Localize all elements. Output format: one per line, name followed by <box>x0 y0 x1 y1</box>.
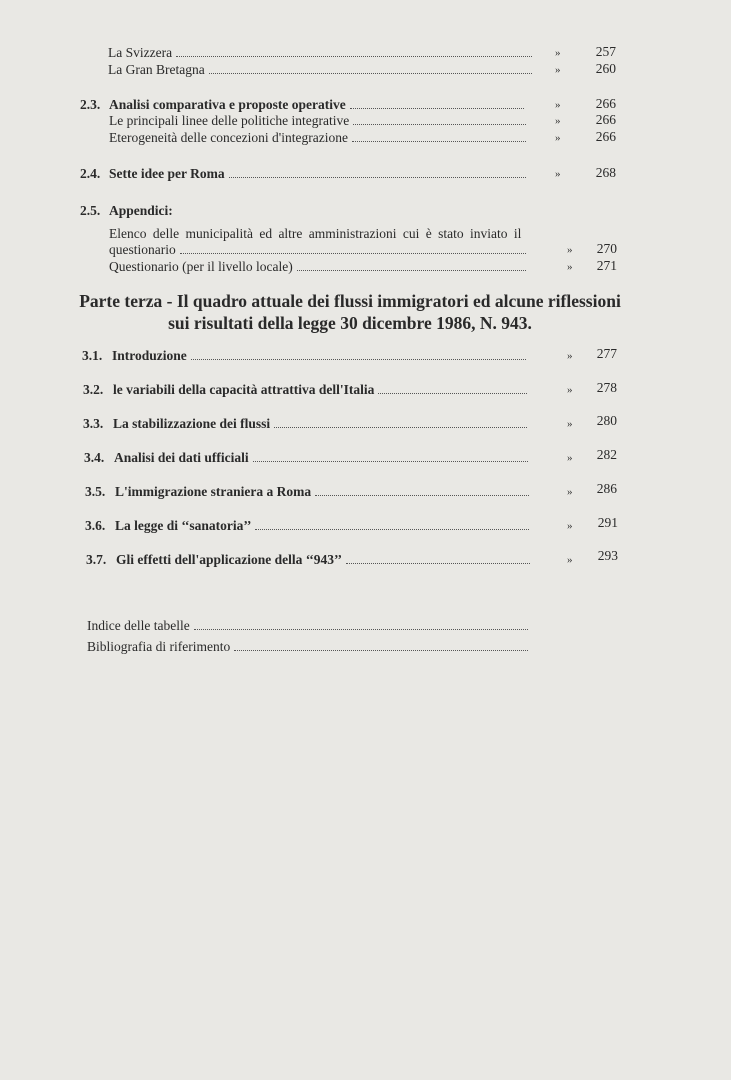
page-mark: » <box>567 452 573 464</box>
page-number: 266 <box>595 112 616 127</box>
page-number: 257 <box>595 44 616 59</box>
page-number: 277 <box>596 346 617 361</box>
section-number: 2.4. <box>80 166 101 181</box>
page-number: 291 <box>597 515 618 530</box>
page-number: 271 <box>596 258 617 273</box>
page-mark: » <box>555 64 561 76</box>
leader-dots <box>229 177 526 178</box>
page-mark: » <box>567 520 573 532</box>
leader-dots <box>253 461 528 462</box>
section-number: 3.6. <box>85 518 106 533</box>
toc-entry <box>109 112 532 129</box>
page-number: 266 <box>595 96 616 111</box>
toc-section <box>85 517 535 534</box>
entry-label: questionario <box>109 242 176 257</box>
toc-section <box>85 483 535 500</box>
leader-dots <box>209 73 532 74</box>
leader-dots <box>297 270 526 271</box>
toc-entry <box>108 44 538 61</box>
leader-dots <box>234 650 528 651</box>
page-number: 268 <box>595 165 616 180</box>
toc-section <box>80 165 532 182</box>
entry-label: La Gran Bretagna <box>108 62 205 77</box>
section-label: le variabili della capacità attrattiva dell'Italia <box>113 382 375 397</box>
entry-label: Bibliografia di riferimento <box>87 639 231 654</box>
page-mark: » <box>555 132 561 144</box>
toc-section <box>83 415 533 432</box>
section-label: Analisi dei dati ufficiali <box>114 450 249 465</box>
toc-section <box>83 381 533 398</box>
page-number: 293 <box>597 548 618 563</box>
leader-dots <box>180 253 526 254</box>
leader-dots <box>191 359 526 360</box>
page-mark: » <box>567 261 573 273</box>
toc-entry <box>109 258 532 275</box>
leader-dots <box>378 393 527 394</box>
leader-dots <box>255 529 529 530</box>
appendix-line <box>109 225 532 242</box>
toc-entry <box>87 638 534 655</box>
page-mark: » <box>567 384 573 396</box>
leader-dots <box>346 563 530 564</box>
section-number: 2.5. <box>80 203 101 218</box>
page-mark: » <box>555 99 561 111</box>
page-number: 266 <box>595 129 616 144</box>
section-number: 3.1. <box>82 348 103 363</box>
page-number: 286 <box>596 481 617 496</box>
section-label: Analisi comparativa e proposte operative <box>109 97 346 112</box>
toc-section <box>86 551 536 568</box>
section-number: 3.7. <box>86 552 107 567</box>
section-label: Sette idee per Roma <box>109 166 225 181</box>
leader-dots <box>353 124 526 125</box>
entry-label: La Svizzera <box>108 45 173 60</box>
page-mark: » <box>567 418 573 430</box>
entry-label: Indice delle tabelle <box>87 618 190 633</box>
page-mark: » <box>567 554 573 566</box>
toc-entry <box>108 61 538 78</box>
section-number: 3.2. <box>83 382 104 397</box>
section-label: L'immigrazione straniera a Roma <box>115 484 312 499</box>
page-mark: » <box>567 350 573 362</box>
toc-entry <box>109 129 532 146</box>
leader-dots <box>315 495 529 496</box>
page-mark: » <box>555 168 561 180</box>
page-mark: » <box>555 115 561 127</box>
entry-label: Questionario (per il livello locale) <box>109 259 293 274</box>
entry-label: Eterogeneità delle concezioni d'integrazione <box>109 130 348 145</box>
page-mark: » <box>555 47 561 59</box>
section-label: Introduzione <box>112 348 187 363</box>
page-number: 280 <box>596 413 617 428</box>
page-mark: » <box>567 486 573 498</box>
toc-section <box>84 449 534 466</box>
page-number: 278 <box>596 380 617 395</box>
leader-dots <box>350 108 524 109</box>
section-number: 3.4. <box>84 450 105 465</box>
toc-section <box>80 96 530 113</box>
part-title-line-2: sui risultati della legge 30 dicembre 1986, N. 943. <box>168 313 532 333</box>
page-number: 282 <box>596 447 617 462</box>
leader-dots <box>352 141 526 142</box>
section-label: Appendici: <box>109 203 173 218</box>
section-number: 3.3. <box>83 416 104 431</box>
section-label: Gli effetti dell'applicazione della ‘‘943’’ <box>116 552 342 567</box>
page-number: 260 <box>595 61 616 76</box>
section-number: 3.5. <box>85 484 106 499</box>
section-number: 2.3. <box>80 97 101 112</box>
page-number: 270 <box>596 241 617 256</box>
entry-label: Elenco delle municipalità ed altre amministrazioni cui è stato inviato il <box>109 226 522 241</box>
part-title-line-1: Parte terza - Il quadro attuale dei flussi immigratori ed alcune riflessioni <box>79 291 621 311</box>
toc-entry <box>109 241 532 258</box>
page-mark: » <box>567 244 573 256</box>
toc-section <box>80 202 173 219</box>
toc-entry <box>87 617 534 634</box>
leader-dots <box>176 56 532 57</box>
leader-dots <box>274 427 527 428</box>
section-label: La legge di ‘‘sanatoria’’ <box>115 518 252 533</box>
toc-section <box>82 347 532 364</box>
entry-label: Le principali linee delle politiche integrative <box>109 113 350 128</box>
section-label: La stabilizzazione dei flussi <box>113 416 271 431</box>
leader-dots <box>194 629 528 630</box>
